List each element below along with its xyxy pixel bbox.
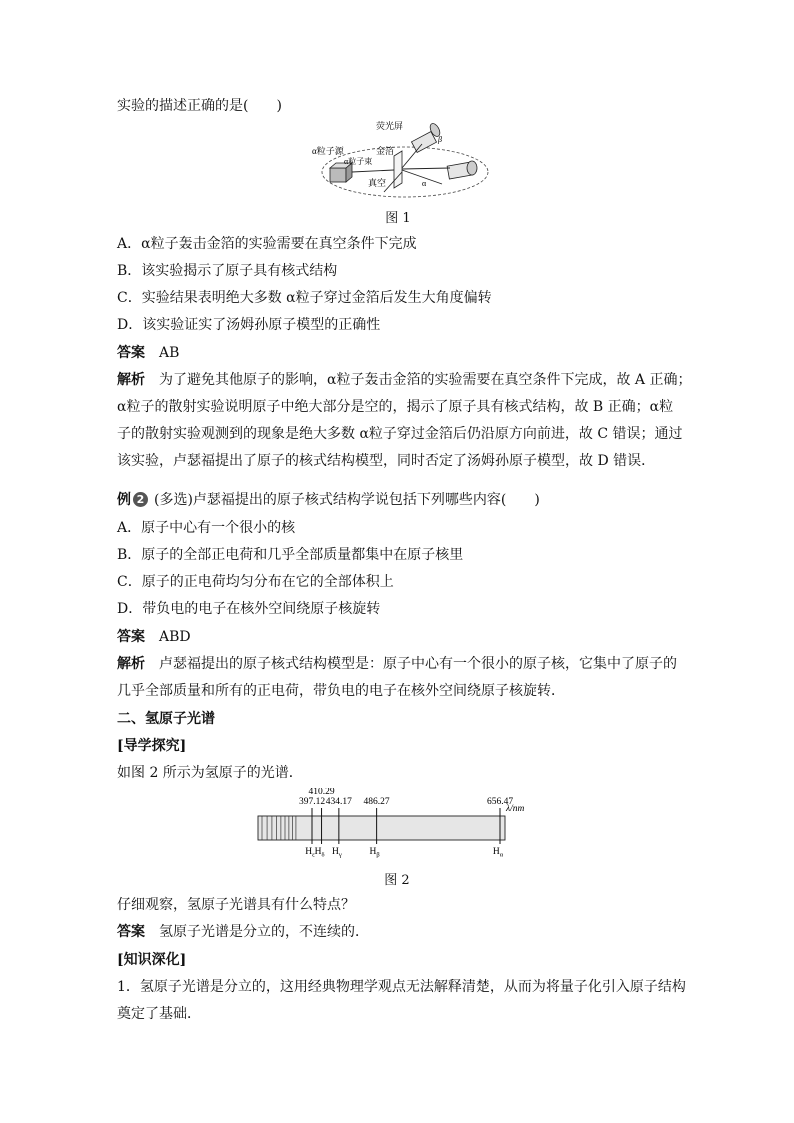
- option-b: B．该实验揭示了原子具有核式结构: [117, 263, 338, 279]
- svg-text:α粒子源: α粒子源: [312, 146, 344, 156]
- example-2-stem: 例 2 (多选)卢瑟福提出的原子核式结构学说包括下列哪些内容( ): [117, 492, 540, 508]
- figure-1-caption: 图 1: [385, 211, 411, 226]
- answer-value: ABD: [159, 629, 191, 645]
- guide-heading: [导学探究]: [117, 738, 187, 754]
- question-stem-tail: 实验的描述正确的是( ): [117, 98, 282, 114]
- spectrum-bar: [258, 816, 505, 840]
- svg-text:β: β: [438, 135, 442, 144]
- example-label: 例: [117, 492, 131, 508]
- answer-label: 答案: [117, 629, 145, 645]
- side-detector-icon: [447, 161, 477, 179]
- option-a: A．原子中心有一个很小的核: [117, 520, 296, 536]
- figure-1-alpha-scattering-apparatus: [310, 120, 495, 205]
- analysis-line: 解析 为了避免其他原子的影响，α粒子轰击金箔的实验需要在真空条件下完成，故 A 正确；: [117, 372, 692, 388]
- wavelength-label: 410.29: [308, 788, 335, 797]
- figure-2-hydrogen-spectrum: [250, 788, 550, 863]
- wavelength-label: 397.12: [298, 797, 326, 807]
- option-a: A．α粒子轰击金箔的实验需要在真空条件下完成: [117, 236, 417, 252]
- answer-value: 氢原子光谱是分立的，不连续的．: [159, 924, 369, 940]
- gold-foil-icon: [394, 151, 402, 188]
- analysis-line: 子的散射实验观测到的现象是绝大多数 α粒子穿过金箔后仍沿原方向前进，故 C 错误；通过: [117, 426, 683, 442]
- axis-unit-label: λ/nm: [506, 804, 525, 814]
- svg-text:α: α: [422, 179, 427, 188]
- analysis-line: α粒子的散射实验说明原子中绝大部分是空的，揭示了原子具有核式结构，故 B 正确；α粒: [117, 399, 674, 415]
- answer-row: [117, 628, 191, 646]
- point-1-line: 奠定了基础．: [117, 1006, 201, 1022]
- svg-text:α粒子束: α粒子束: [344, 157, 373, 166]
- svg-text:金箔: 金箔: [376, 146, 395, 156]
- option-c: C．原子的正电荷均匀分布在它的全部体积上: [117, 574, 394, 590]
- svg-text:荧光屏: 荧光屏: [376, 121, 404, 131]
- option-d: D．带负电的电子在核外空间绕原子核旋转: [117, 601, 381, 617]
- figure-2-caption: 图 2: [384, 873, 410, 888]
- svg-text:真空: 真空: [368, 178, 387, 188]
- analysis-line: 几乎全部质量和所有的正电荷，带负电的电子在核外空间绕原子核旋转．: [117, 683, 565, 699]
- answer-value: AB: [159, 345, 180, 361]
- line-symbol-label: $H_\alpha$: [492, 847, 504, 859]
- wavelength-label: 656.47: [486, 797, 514, 807]
- line-symbol-label: $H_\delta$: [314, 847, 325, 859]
- analysis-label: 解析: [117, 372, 145, 388]
- wavelength-label: 486.27: [363, 797, 390, 807]
- answer-row: [117, 344, 179, 362]
- option-b: B．原子的全部正电荷和几乎全部质量都集中在原子核里: [117, 547, 464, 563]
- point-1-line: 1．氢原子光谱是分立的，这用经典物理学观点无法解释清楚，从而为将量子化引入原子结构: [117, 979, 686, 995]
- example-number-badge: 2: [133, 492, 148, 507]
- answer-label: 答案: [117, 924, 145, 940]
- analysis-label: 解析: [117, 656, 145, 672]
- line-symbol-label: $H_\gamma$: [331, 847, 342, 859]
- option-c: C．实验结果表明绝大多数 α粒子穿过金箔后发生大角度偏转: [117, 290, 492, 306]
- analysis-line: 该实验，卢瑟福提出了原子的核式结构模型，同时否定了汤姆孙原子模型，故 D 错误．: [117, 453, 656, 469]
- guide-question: 仔细观察，氢原子光谱具有什么特点？: [117, 897, 355, 913]
- answer-row: [117, 923, 369, 941]
- deepen-heading: [知识深化]: [117, 952, 187, 968]
- wavelength-label: 434.17: [325, 797, 352, 807]
- analysis-line: 解析 卢瑟福提出的原子核式结构模型是：原子中心有一个很小的原子核，它集中了原子的: [117, 656, 677, 672]
- line-symbol-label: $H_\varepsilon$: [305, 847, 315, 859]
- option-d: D．该实验证实了汤姆孙原子模型的正确性: [117, 317, 381, 333]
- answer-label: 答案: [117, 345, 145, 361]
- figure-2-intro: 如图 2 所示为氢原子的光谱．: [117, 765, 303, 781]
- section-heading: 二、氢原子光谱: [117, 711, 215, 727]
- line-symbol-label: $H_\beta$: [369, 847, 380, 859]
